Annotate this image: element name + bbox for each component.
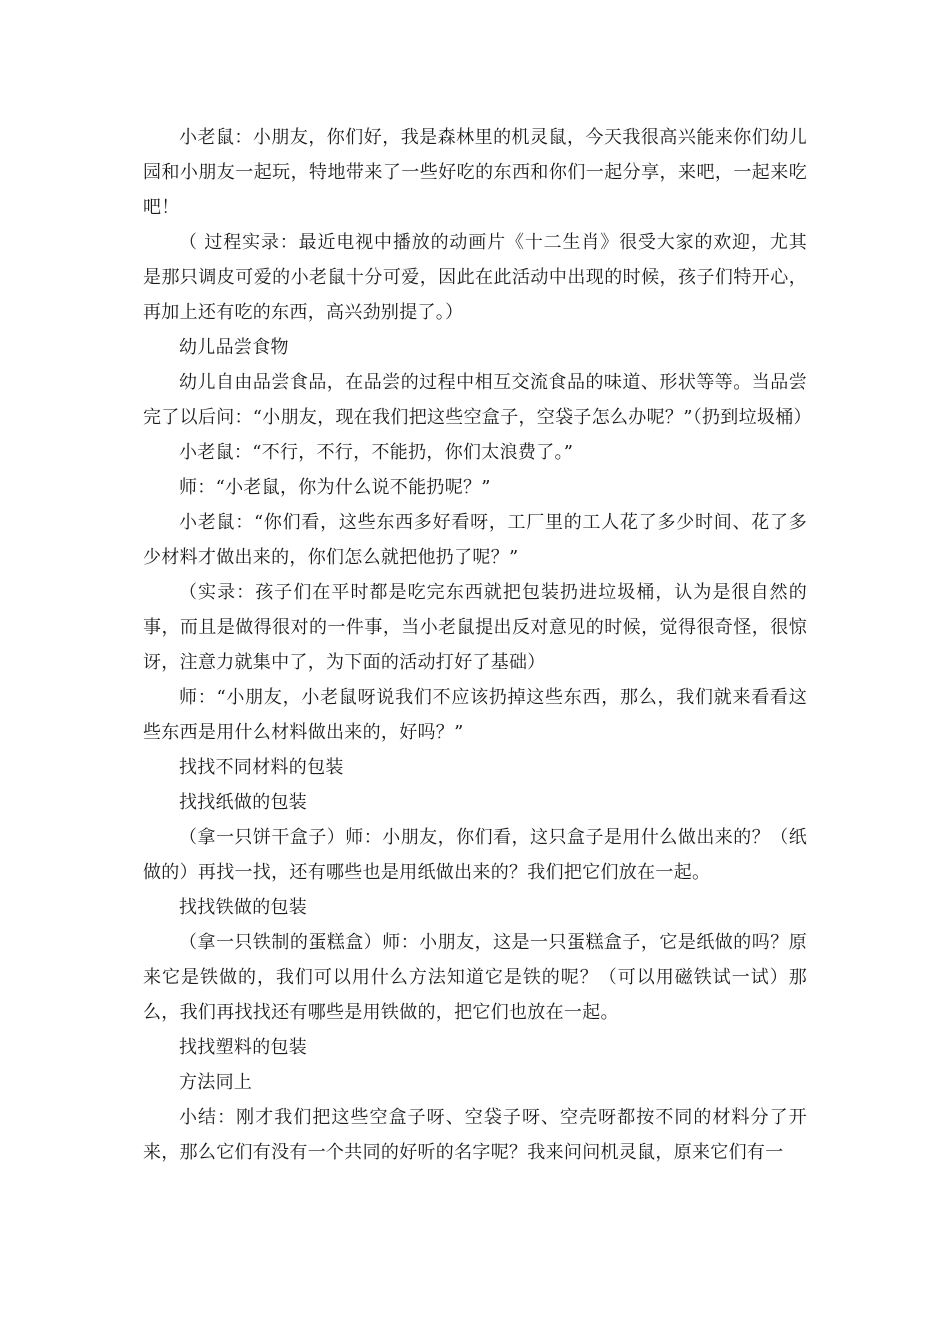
section-heading-paper: 找找纸做的包装 xyxy=(179,792,308,813)
paragraph-same-method: 方法同上 xyxy=(179,1072,253,1093)
document-body xyxy=(143,120,812,1170)
paragraph-teacher-proposal: 师：“小朋友，小老鼠呀说我们不应该扔掉这些东西，那么，我们就来看看这些东西是用什么材料做出来的，好吗？” xyxy=(143,687,807,743)
paragraph-mouse-objection: 小老鼠：“不行，不行，不能扔，你们太浪费了。” xyxy=(179,442,574,463)
paragraph-iron-box: （拿一只铁制的蛋糕盒）师：小朋友，这是一只蛋糕盒子，它是纸做的吗？原来它是铁做的，我们可以用什么方法知道它是铁的呢？（可以用磁铁试一试）那么，我们再找找还有哪些是用铁做的，把它们也放在一起。 xyxy=(143,932,807,1023)
paragraph-teacher-question: 师：“小老鼠，你为什么说不能扔呢？” xyxy=(179,477,491,498)
section-heading-materials: 找找不同材料的包装 xyxy=(179,757,344,778)
paragraph-summary: 小结：刚才我们把这些空盒子呀、空袋子呀、空壳呀都按不同的材料分了开来，那么它们有没有一个共同的好听的名字呢？我来问问机灵鼠，原来它们有一 xyxy=(143,1107,807,1163)
paragraph-process-record-1: （ 过程实录：最近电视中播放的动画片《十二生肖》很受大家的欢迎，尤其是那只调皮可爱的小老鼠十分可爱，因此在此活动中出现的时候，孩子们特开心，再加上还有吃的东西，高兴劲别提了。） xyxy=(143,232,807,323)
section-heading-tasting: 幼儿品尝食物 xyxy=(179,337,289,358)
paragraph-mouse-explanation: 小老鼠：“你们看，这些东西多好看呀，工厂里的工人花了多少时间、花了多少材料才做出来的，你们怎么就把他扔了呢？” xyxy=(143,512,807,568)
section-heading-plastic: 找找塑料的包装 xyxy=(179,1037,308,1058)
paragraph-mouse-greeting: 小老鼠：小朋友，你们好，我是森林里的机灵鼠，今天我很高兴能来你们幼儿园和小朋友一起玩，特地带来了一些好吃的东西和你们一起分享，来吧，一起来吃吧！ xyxy=(143,127,807,218)
paragraph-paper-box: （拿一只饼干盒子）师：小朋友，你们看，这只盒子是用什么做出来的？（纸做的）再找一找，还有哪些也是用纸做出来的？我们把它们放在一起。 xyxy=(143,827,807,883)
paragraph-process-record-2: （实录：孩子们在平时都是吃完东西就把包装扔进垃圾桶，认为是很自然的事，而且是做得很对的一件事，当小老鼠提出反对意见的时候，觉得很奇怪，很惊讶，注意力就集中了，为下面的活动打好了基础） xyxy=(143,582,807,673)
paragraph-tasting: 幼儿自由品尝食品，在品尝的过程中相互交流食品的味道、形状等等。当品尝完了以后问：“小朋友，现在我们把这些空盒子，空袋子怎么办呢？”（扔到垃圾桶） xyxy=(143,372,812,428)
section-heading-iron: 找找铁做的包装 xyxy=(179,897,308,918)
